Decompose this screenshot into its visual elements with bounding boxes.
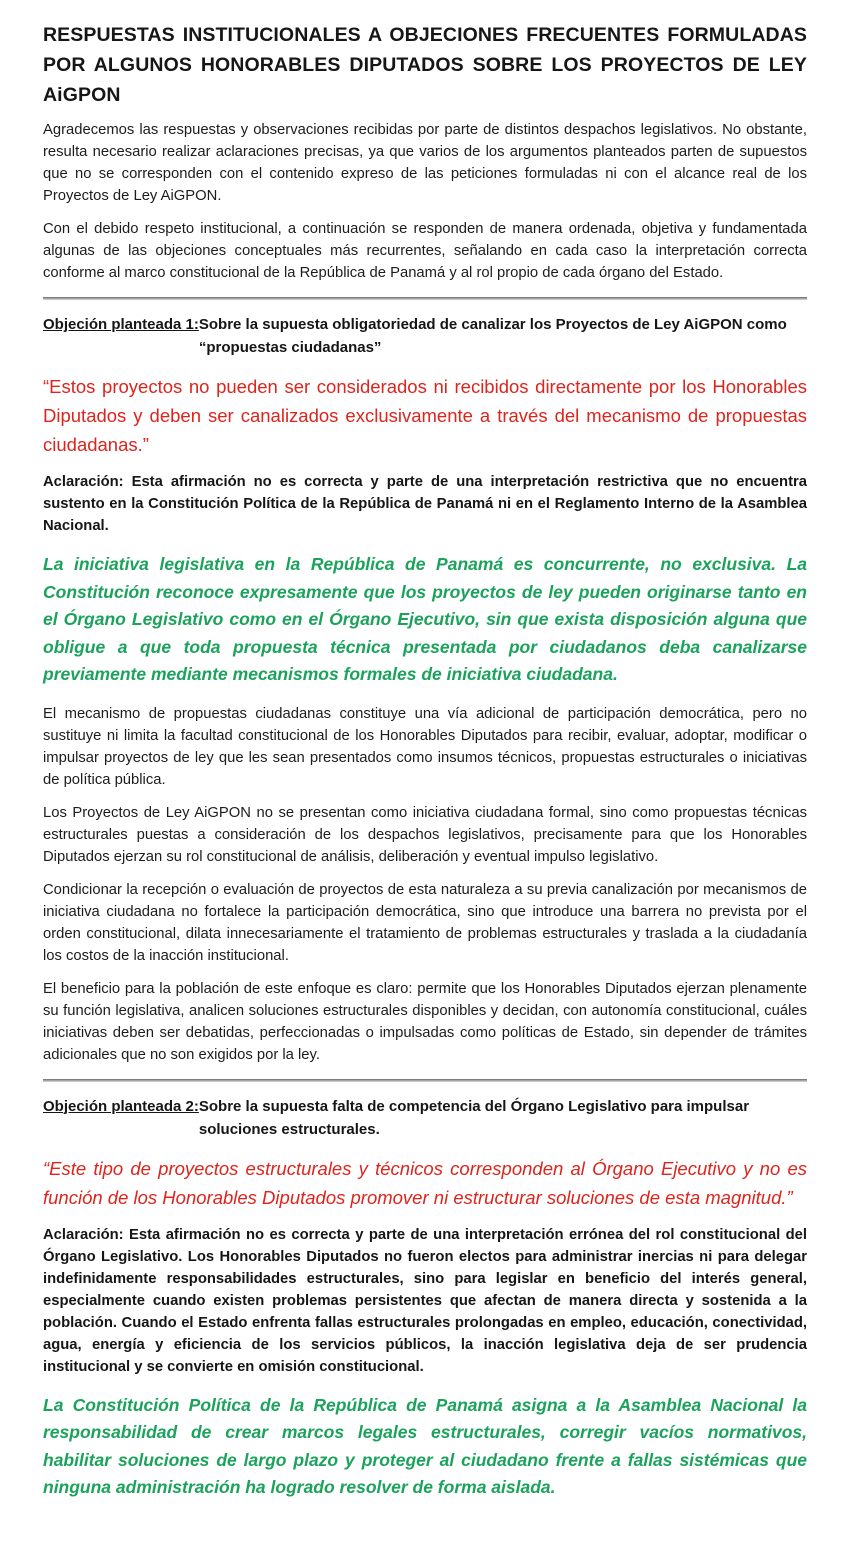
objection-2-topic: Sobre la supuesta falta de competencia del Órgano Legislativo para impulsar soluciones estructurales. [198,1097,750,1138]
objection-2-clarification: Aclaración: Esta afirmación no es correcta y parte de una interpretación errónea del rol constitucional del Órgano Legislativo. Los Honorables Diputados no fueron electos para administrar inercias ni para delegar indefinidamente responsabilidades estructurales, sino para legislar en beneficio del interés general, especialmente cuando existen problemas persistentes que afectan de manera directa y sostenida a la población. Cuando el Estado enfrenta fallas estructurales prolongadas en empleo, educación, conectividad, agua, energía y eficiencia de los servicios públicos, la inacción legislativa deja de ser prudencia institucional y se convierte en omisión constitucional. [43,1226,807,1375]
intro-paragraph-1: Agradecemos las respuestas y observaciones recibidas por parte de distintos despachos legislativos. No obstante, resulta necesario realizar aclaraciones precisas, ya que varios de los argumentos planteados parten de supuestos que no se corresponden con el contenido expreso de las peticiones formuladas ni con el alcance real de los Proyectos de Ley AiGPON. [43,122,807,204]
objection-1-label: Objeción planteada 1: [43,316,199,333]
section-divider-2 [43,1079,807,1082]
objection-2-quote: “Este tipo de proyectos estructurales y técnicos corresponden al Órgano Ejecutivo y no es función de los Honorables Diputados promover ni estructurar soluciones de esta magnitud.” [43,1157,807,1208]
objection-2-highlight: La Constitución Política de la República de Panamá asigna a la Asamblea Nacional la responsabilidad de crear marcos legales estructurales, corregir vacíos normativos, habilitar soluciones de largo plazo y proteger al ciudadano frente a fallas sistémicas que ninguna administración ha logrado resolver de forma aislada. [43,1394,807,1497]
objection-1-topic: Sobre la supuesta obligatoriedad de canalizar los Proyectos de Ley AiGPON como “propuestas ciudadanas” [198,316,787,356]
intro-paragraph-2: Con el debido respeto institucional, a continuación se responden de manera ordenada, objetiva y fundamentada algunas de las objeciones conceptuales más recurrentes, señalando en cada caso la interpretación correcta conforme al marco constitucional de la República de Panamá y al rol propio de cada órgano del Estado. [43,221,807,281]
objection-1-quote: “Estos proyectos no pueden ser considerados ni recibidos directamente por los Honorables Diputados y deben ser canalizados exclusivamente a través del mecanismo de propuestas ciudadanas.” [43,376,807,455]
objection-1-paragraph-4: El beneficio para la población de este enfoque es claro: permite que los Honorables Diputados ejerzan plenamente su función legislativa, analicen soluciones estructurales disponibles y decidan, con autonomía constitucional, cuáles iniciativas deben ser debatidas, perfeccionadas o impulsadas como políticas de Estado, sin depender de trámites adicionales que no son exigidos por la ley. [43,980,807,1063]
objection-1-paragraph-2: Los Proyectos de Ley AiGPON no se presentan como iniciativa ciudadana formal, sino como propuestas técnicas estructurales puestas a consideración de los despachos legislativos, precisamente para que los Honorables Diputados ejerzan su rol constitucional de análisis, deliberación y eventual impulso legislativo. [43,804,807,865]
objection-1-paragraph-1: El mecanismo de propuestas ciudadanas constituye una vía adicional de participación democrática, pero no sustituye ni limita la facultad constitucional de los Honorables Diputados para recibir, evaluar, adoptar, modificar o impulsar proyectos de ley que les sean presentados como insumos técnicos, propuestas estructurales o iniciativas de política pública. [43,705,807,788]
document-title: RESPUESTAS INSTITUCIONALES A OBJECIONES FRECUENTES FORMULADAS POR ALGUNOS HONORABLES DIPUTADOS SOBRE LOS PROYECTOS DE LEY AiGPON [43,24,807,106]
objection-2-label: Objeción planteada 2: [43,1097,199,1115]
section-divider-1 [43,297,807,300]
objection-1-paragraph-3: Condicionar la recepción o evaluación de proyectos de esta naturaleza a su previa canalización por mecanismos de iniciativa ciudadana no fortalece la participación democrática, sino que introduce una barrera no prevista por el orden constitucional, dilata innecesariamente el tratamiento de problemas estructurales y traslada a la ciudadanía los costos de la inacción institucional. [43,881,807,964]
objection-1-heading [43,313,807,359]
objection-1-highlight: La iniciativa legislativa en la República de Panamá es concurrente, no exclusiva. La Constitución reconoce expresamente que los proyectos de ley pueden originarse tanto en el Órgano Legislativo como en el Órgano Ejecutivo, sin que exista disposición alguna que obligue a que toda propuesta técnica presentada por ciudadanos deba canalizarse previamente mediante mecanismos formales de iniciativa ciudadana. [43,554,807,684]
objection-1-clarification: Aclaración: Esta afirmación no es correcta y parte de una interpretación restrictiva que no encuentra sustento en la Constitución Política de la República de Panamá ni en el Reglamento Interno de la Asamblea Nacional. [43,474,807,534]
objection-2-heading [43,1095,807,1141]
